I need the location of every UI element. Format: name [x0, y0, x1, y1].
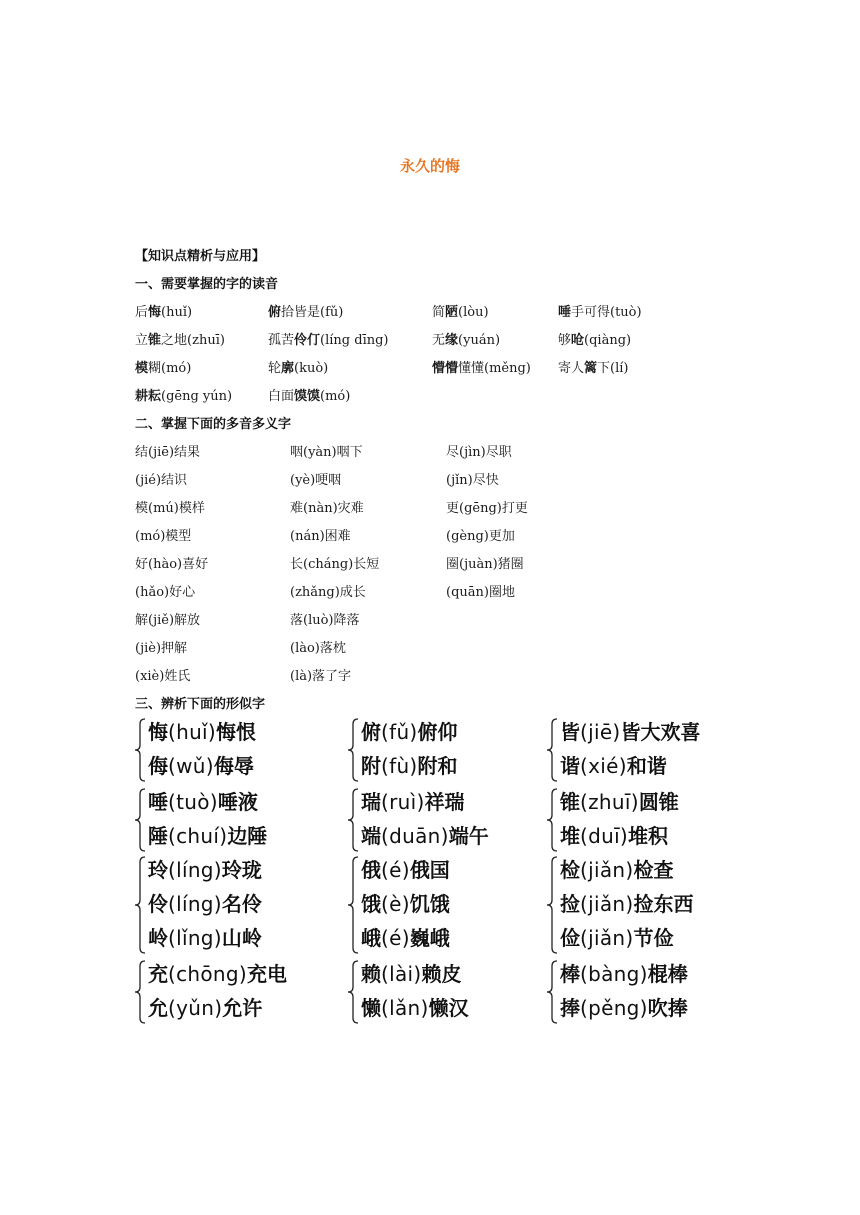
brace-icon	[545, 786, 559, 854]
polyphone-item: (gèng)更加	[446, 529, 515, 544]
similar-char-entry: 岭(lǐng)山岭	[148, 926, 262, 950]
document-title: 永久的悔	[399, 157, 460, 175]
similar-char-entry: 陲(chuí)边陲	[148, 824, 268, 848]
polyphone-item: (yè)哽咽	[290, 473, 342, 488]
polyphone-item: (hǎo)好心	[135, 585, 196, 600]
polyphone-item: (lào)落枕	[290, 641, 346, 656]
pronunciation-item: 寄人篱下(lí)	[558, 361, 629, 376]
polyphone-item: (zhǎng)成长	[290, 585, 366, 600]
pronunciation-item: 立锥之地(zhuī)	[135, 333, 225, 348]
section-1-heading: 一、需要掌握的字的读音	[135, 277, 279, 292]
pronunciation-item: 轮廓(kuò)	[268, 361, 329, 376]
similar-char-entry: 堆(duī)堆积	[560, 824, 669, 848]
polyphone-item: 长(cháng)长短	[290, 557, 380, 572]
brace-icon	[346, 716, 360, 784]
similar-char-entry: 俄(é)俄国	[361, 858, 450, 882]
brace-icon	[133, 854, 147, 956]
similar-char-entry: 峨(é)巍峨	[361, 926, 450, 950]
similar-char-entry: 检(jiǎn)检查	[560, 858, 674, 882]
pronunciation-item: 俯拾皆是(fǔ)	[268, 305, 344, 320]
similar-char-entry: 侮(wǔ)侮辱	[148, 754, 254, 778]
pronunciation-item: 白面馍馍(mó)	[268, 389, 351, 404]
polyphone-item: 结(jiē)结果	[135, 445, 201, 460]
brace-icon	[346, 786, 360, 854]
pronunciation-item: 耕耘(gēng yún)	[135, 389, 233, 404]
brace-icon	[133, 958, 147, 1026]
pronunciation-item: 够呛(qiàng)	[558, 333, 632, 348]
polyphone-item: 模(mú)模样	[135, 501, 205, 516]
similar-char-entry: 皆(jiē)皆大欢喜	[560, 720, 701, 744]
polyphone-item: (xiè)姓氏	[135, 669, 191, 684]
similar-char-entry: 捧(pěng)吹捧	[560, 996, 688, 1020]
polyphone-item: 更(gēng)打更	[446, 501, 528, 516]
similar-char-entry: 懒(lǎn)懒汉	[361, 996, 469, 1020]
brace-icon	[346, 854, 360, 956]
similar-char-entry: 悔(huǐ)悔恨	[148, 720, 257, 744]
similar-char-entry: 端(duān)端午	[361, 824, 489, 848]
similar-char-entry: 俭(jiǎn)节俭	[560, 926, 674, 950]
similar-char-entry: 允(yǔn)允许	[148, 996, 263, 1020]
pronunciation-item: 模糊(mó)	[135, 361, 192, 376]
polyphone-item: 难(nàn)灾难	[290, 501, 364, 516]
polyphone-item: 圈(juàn)猪圈	[446, 557, 524, 572]
brace-icon	[545, 958, 559, 1026]
polyphone-item: (quān)圈地	[446, 585, 515, 600]
section-2-heading: 二、掌握下面的多音多义字	[135, 417, 292, 432]
similar-char-entry: 瑞(ruì)祥瑞	[361, 790, 465, 814]
section-header: 【知识点精析与应用】	[135, 249, 266, 264]
similar-char-entry: 附(fù)附和	[361, 754, 458, 778]
polyphone-item: 解(jiě)解放	[135, 613, 201, 628]
pronunciation-item: 后悔(huǐ)	[135, 305, 193, 320]
polyphone-item: (là)落了字	[290, 669, 352, 684]
similar-char-entry: 唾(tuò)唾液	[148, 790, 258, 814]
pronunciation-item: 唾手可得(tuò)	[558, 305, 642, 320]
polyphone-item: 好(hào)喜好	[135, 557, 209, 572]
brace-icon	[346, 958, 360, 1026]
brace-icon	[545, 854, 559, 956]
polyphone-item: (jǐn)尽快	[446, 473, 499, 488]
similar-char-entry: 赖(lài)赖皮	[361, 962, 462, 986]
pronunciation-item: 孤苦伶仃(líng dīng)	[268, 333, 389, 348]
polyphone-item: (jiè)押解	[135, 641, 188, 656]
section-3-heading: 三、辨析下面的形似字	[135, 697, 266, 712]
brace-icon	[545, 716, 559, 784]
similar-char-entry: 伶(líng)名伶	[148, 892, 262, 916]
polyphone-item: 咽(yàn)咽下	[290, 445, 363, 460]
similar-char-entry: 捡(jiǎn)捡东西	[560, 892, 694, 916]
similar-char-entry: 谐(xié)和谐	[560, 754, 667, 778]
brace-icon	[133, 716, 147, 784]
similar-char-entry: 锥(zhuī)圆锥	[560, 790, 679, 814]
polyphone-item: 尽(jìn)尽职	[446, 445, 512, 460]
similar-char-entry: 俯(fǔ)俯仰	[361, 720, 458, 744]
pronunciation-item: 无缘(yuán)	[432, 333, 501, 348]
similar-char-entry: 充(chōng)充电	[148, 962, 287, 986]
pronunciation-item: 简陋(lòu)	[432, 305, 489, 320]
similar-char-entry: 棒(bàng)棍棒	[560, 962, 688, 986]
polyphone-item: (jié)结识	[135, 473, 188, 488]
similar-char-entry: 玲(líng)玲珑	[148, 858, 262, 882]
pronunciation-item: 懵懵懂懂(měng)	[432, 361, 531, 376]
brace-icon	[133, 786, 147, 854]
similar-char-entry: 饿(è)饥饿	[361, 892, 450, 916]
polyphone-item: (mó)模型	[135, 529, 192, 544]
polyphone-item: 落(luò)降落	[290, 613, 360, 628]
polyphone-item: (nán)困难	[290, 529, 351, 544]
